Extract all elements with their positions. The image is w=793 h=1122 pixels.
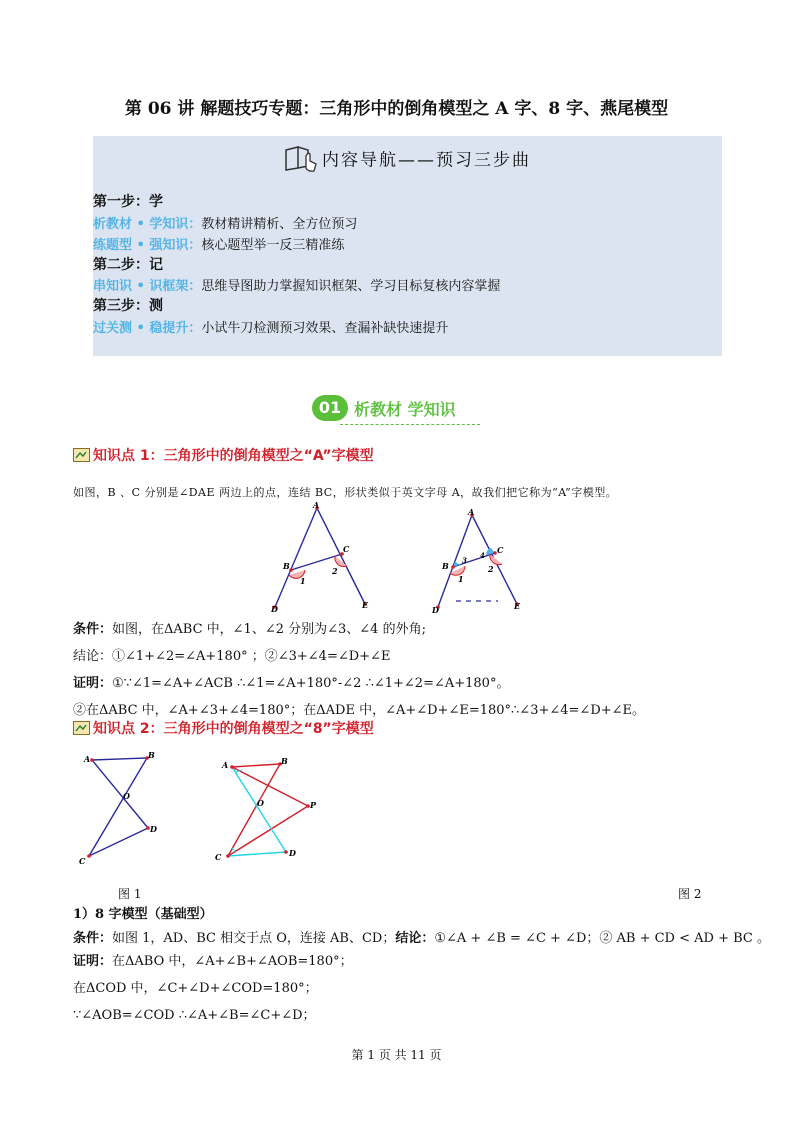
label-B-2: B [442, 561, 449, 571]
kp1-title-text: 知识点 1：三角形中的倒角模型之“A”字模型 [93, 448, 374, 464]
figure-a-model-1 [265, 500, 375, 612]
fig1-caption: 图 1 [118, 887, 142, 901]
nav-line-2-label: 练题型 • 强知识： [93, 238, 202, 253]
kp2-title [73, 718, 374, 738]
nav-line-1 [93, 213, 357, 232]
kp2-proof-label: 证明： [73, 954, 113, 969]
nav-line-3-text: 思维导图助力掌握知识框架、学习目标复核内容掌握 [201, 279, 501, 294]
nav-header [93, 144, 722, 177]
nav-line-4-label: 过关测 • 稳提升： [93, 321, 202, 336]
label-C: C [343, 544, 350, 554]
nav-line-2 [93, 234, 344, 253]
label-3-2: 3 [462, 556, 467, 565]
label-D-3: D [150, 824, 157, 834]
nav-line-1-label: 析教材 • 学知识： [93, 217, 202, 232]
label-E-2: E [514, 601, 521, 611]
label-B-4: B [281, 756, 288, 766]
label-O-4: O [257, 798, 264, 808]
figure-8-model-1 [75, 748, 170, 866]
kp2-proof-line1 [73, 950, 353, 969]
section-title: 析教材 学知识 [354, 400, 456, 419]
label-4-2: 4 [480, 551, 485, 560]
page-title: 第 06 讲 解题技巧专题：三角形中的倒角模型之 A 字、8 字、燕尾模型 [124, 99, 669, 119]
figure-a-model-2 [428, 503, 528, 615]
content-navigation-box [93, 136, 722, 356]
kp2-condition [73, 927, 770, 946]
label-B: B [283, 561, 290, 571]
kp1-proof-line1 [73, 672, 509, 691]
kp1-proof-label: 证明： [73, 676, 113, 691]
label-D-4: D [289, 848, 296, 858]
section-underline [340, 424, 480, 425]
kp1-proof-text1: ①∵∠1=∠A+∠ACB ∴∠1=∠A+180°-∠2 ∴∠1+∠2=∠A+180°。 [112, 676, 510, 691]
nav-step2: 第二步：记 [93, 257, 163, 273]
label-A-2: A [468, 507, 475, 517]
label-O-3: O [123, 791, 130, 801]
label-A-3: A [84, 754, 91, 764]
nav-step3: 第三步：测 [93, 298, 163, 314]
label-B-3: B [148, 750, 155, 760]
page-footer: 第 1 页 共 11 页 [351, 1048, 442, 1062]
nav-step1: 第一步：学 [93, 194, 163, 210]
kp1-title [73, 445, 374, 465]
label-1-2: 1 [458, 574, 464, 584]
label-E: E [362, 600, 369, 610]
label-D: D [271, 604, 278, 612]
kp2-proof-line3: ∵∠AOB=∠COD ∴∠A+∠B=∠C+∠D； [73, 1008, 316, 1023]
kp2-conclusion-label: 结论： [395, 931, 435, 946]
nav-header-text: 内容导航——预习三步曲 [322, 150, 531, 171]
nav-line-2-text: 核心题型举一反三精准练 [201, 238, 345, 253]
book-hand-icon [284, 144, 318, 177]
fig2-caption: 图 2 [678, 887, 702, 901]
nav-line-1-text: 教材精讲精析、全方位预习 [201, 217, 358, 232]
label-2: 2 [332, 566, 338, 576]
kp2-conclusion-text: ①∠A + ∠B = ∠C + ∠D；② AB + CD < AD + BC 。 [434, 931, 770, 946]
nav-line-3 [93, 275, 500, 294]
figure-8-model-2 [210, 752, 325, 868]
label-A: A [313, 500, 320, 510]
label-D-2: D [432, 605, 439, 615]
nav-line-4-text: 小试牛刀检测预习效果、查漏补缺快速提升 [201, 321, 449, 336]
label-2-2: 2 [488, 564, 494, 574]
knowledge-point-icon [73, 448, 90, 462]
kp2-proof-line2: 在ΔCOD 中，∠C+∠D+∠COD=180°； [73, 981, 318, 996]
kp1-conclusion: 结论：①∠1+∠2=∠A+180° ；②∠3+∠4=∠D+∠E [73, 649, 391, 664]
label-A-4: A [222, 760, 229, 770]
kp2-condition-text: 如图 1，AD、BC 相交于点 O，连接 AB、CD； [112, 931, 396, 946]
kp1-intro: 如图，B 、C 分别是∠DAE 两边上的点，连结 BC，形状类似于英文字母 A，故我们把它称为“A”字模型。 [73, 486, 618, 499]
label-C-2: C [497, 545, 504, 555]
kp2-title-text: 知识点 2：三角形中的倒角模型之“8”字模型 [93, 721, 374, 737]
kp1-proof-line2: ②在ΔABC 中，∠A+∠3+∠4=180°；在ΔADE 中，∠A+∠D+∠E=180°∴∠3+∠4=∠D+∠E。 [73, 703, 646, 718]
kp2-proof-text1: 在ΔABO 中，∠A+∠B+∠AOB=180°； [112, 954, 353, 969]
kp1-condition-label: 条件： [73, 622, 113, 637]
kp2-subtitle: 1）8 字模型（基础型） [73, 907, 213, 922]
label-C-4: C [215, 852, 222, 862]
label-1: 1 [300, 576, 306, 586]
kp1-condition [73, 618, 426, 637]
label-P-4: P [310, 800, 317, 810]
nav-line-3-label: 串知识 • 识框架： [93, 279, 202, 294]
kp2-condition-label: 条件： [73, 931, 113, 946]
kp1-condition-text: 如图，在ΔABC 中，∠1、∠2 分别为∠3、∠4 的外角; [112, 622, 426, 637]
nav-line-4 [93, 317, 448, 336]
label-C-3: C [79, 856, 86, 866]
knowledge-point-icon-2 [73, 721, 90, 735]
section-badge: 01 [312, 395, 348, 421]
